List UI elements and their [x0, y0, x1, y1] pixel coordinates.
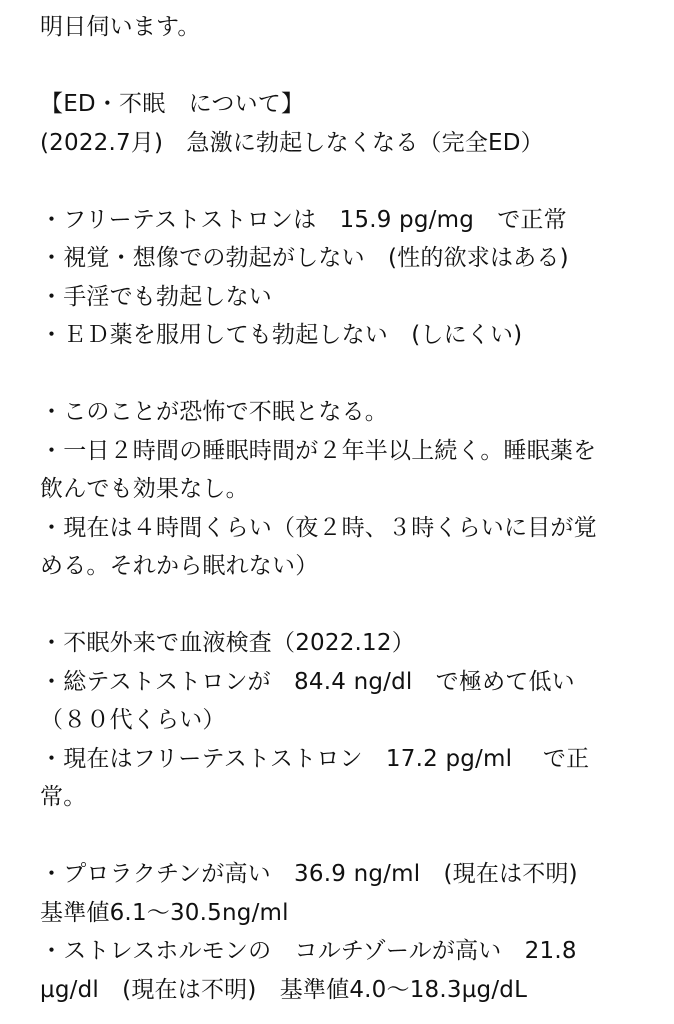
- note-line: ・ストレスホルモンの コルチゾールが高い 21.8: [40, 938, 577, 964]
- note-line: ・手淫でも勃起しない: [40, 283, 272, 310]
- note-line: ・プロラクチンが高い 36.9 ng/ml (現在は不明): [40, 861, 578, 887]
- note-line: ・フリーテストストロンは 15.9 pg/mg で正常: [40, 206, 567, 233]
- top-spacer: [40, 0, 650, 8]
- note-line: 明日伺います。: [40, 14, 201, 40]
- note-line: ・ＥＤ薬を服用しても勃起しない (しにくい): [40, 322, 523, 348]
- note-line: ・現在は４時間くらい（夜２時、３時くらいに目が覚: [40, 514, 597, 541]
- note-line: [40, 586, 650, 625]
- note-line: 基準値6.1〜30.5ng/ml: [40, 899, 289, 926]
- note-line: [40, 817, 650, 856]
- note-line: （８０代くらい）: [40, 707, 226, 733]
- note-body[interactable]: [40, 0, 650, 1009]
- note-line: 飲んでも効果なし。: [40, 476, 249, 502]
- note-line: ・総テストストロンが 84.4 ng/dl で極めて低い: [40, 668, 575, 695]
- note-line: ・視覚・想像での勃起がしない (性的欲求はある): [40, 245, 569, 271]
- note-line: µg/dl (現在は不明) 基準値4.0〜18.3µg/dL: [40, 976, 528, 1003]
- note-line: [40, 162, 650, 201]
- note-line: ・一日２時間の睡眠時間が２年半以上続く。睡眠薬を: [40, 437, 597, 464]
- note-line: 常。: [40, 784, 87, 810]
- note-line: ・不眠外来で血液検査（2022.12）: [40, 630, 415, 656]
- note-line: (2022.7月) 急激に勃起しなくなる（完全ED）: [40, 129, 544, 156]
- note-line: ・このことが恐怖で不眠となる。: [40, 399, 388, 425]
- note-line: [40, 355, 650, 394]
- note-line: める。それから眠れない）: [40, 553, 319, 579]
- note-line: 【ED・不眠 について】: [40, 91, 305, 117]
- note-line: ・現在はフリーテストストロン 17.2 pg/ml で正: [40, 745, 590, 772]
- note-line: [40, 47, 650, 86]
